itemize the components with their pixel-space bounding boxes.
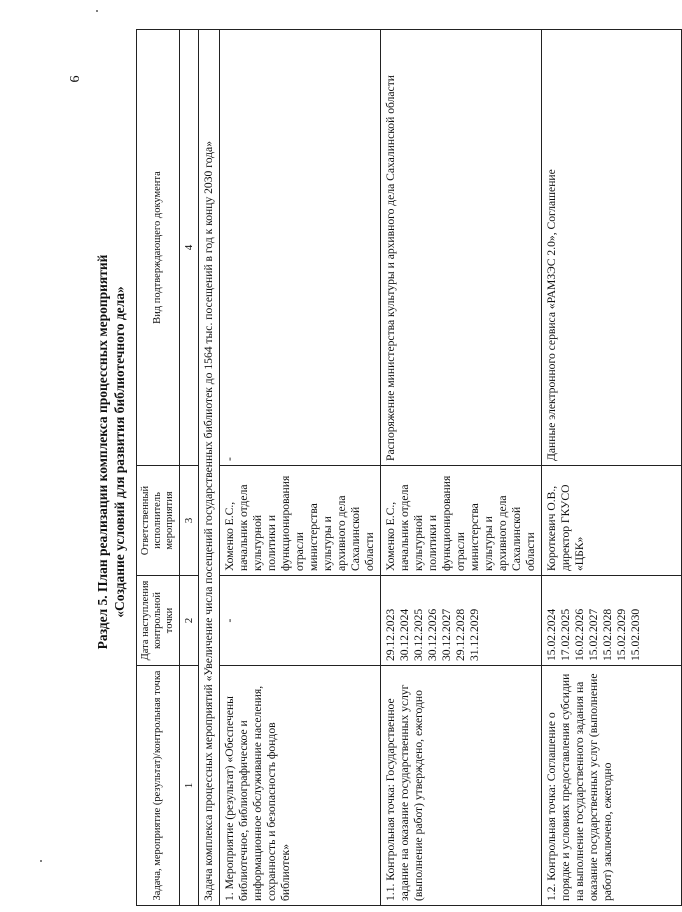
date-value: 30.12.2026	[426, 608, 439, 661]
section-title-line-2: «Создание условий для развития библиотечного дела»	[112, 286, 127, 618]
activity-cell: 1. Мероприятие (результат) «Обеспечены библиотечное, библиографическое и информационное обслуживание населения, сохранность и безопасность фондов библиотек»	[220, 666, 381, 906]
date-cell	[542, 576, 682, 666]
task-statement: Задача комплекса процессных мероприятий «Увеличение числа посещений государственных библиотек до 1564 тыс. посещений в год к концу 2030 года»	[199, 30, 220, 906]
document-cell: -	[220, 30, 381, 466]
task-row	[199, 30, 220, 906]
date-value: 29.12.2023	[384, 608, 397, 661]
date-value: 30.12.2027	[440, 608, 453, 661]
activity-cell: 1.2. Контрольная точка: Соглашение о порядке и условиях предоставления субсидии на выполнение государственного задания на оказание государственных услуг (выполнение работ) заключено, ежегодно	[542, 666, 682, 906]
header-document: Вид подтверждающего документа	[137, 30, 180, 466]
table-row	[381, 30, 542, 906]
executor-cell: Хоменко Е.С., начальник отдела культурной политики и функционирования отрасли министерства культуры и архивного дела Сахалинской области	[220, 466, 381, 576]
date-value: 15.02.2028	[601, 608, 614, 661]
activity-cell: 1.1. Контрольная точка: Государственное задание на оказание государственных услуг (выполнение работ) утверждено, ежегодно	[381, 666, 542, 906]
table-row	[542, 30, 682, 906]
column-number: 2	[180, 576, 199, 666]
header-date: Дата наступления контрольной точки	[137, 576, 180, 666]
scan-speck	[40, 860, 42, 862]
date-value: 15.02.2024	[545, 608, 558, 661]
date-value: 15.02.2030	[629, 608, 642, 661]
date-value: 17.02.2025	[559, 608, 572, 661]
table-row	[220, 30, 381, 906]
header-executor: Ответственный исполнитель мероприятия	[137, 466, 180, 576]
date-cell	[381, 576, 542, 666]
executor-cell: Хоменко Е.С., начальник отдела культурной политики и функционирования отрасли министерства культуры и архивного дела Сахалинской области	[381, 466, 542, 576]
executor-cell: Короткевич О.В., директор ГКУСО «ЦБК»	[542, 466, 682, 576]
implementation-plan-table	[136, 29, 682, 906]
scan-speck	[96, 10, 98, 12]
page-number: 6	[68, 75, 83, 83]
section-title	[94, 172, 128, 732]
date-value: 29.12.2028	[454, 608, 467, 661]
date-cell	[220, 576, 381, 666]
column-number: 3	[180, 466, 199, 576]
date-value: 16.02.2026	[573, 608, 586, 661]
date-value: 15.02.2029	[615, 608, 628, 661]
column-number: 4	[180, 30, 199, 466]
section-title-line-1: Раздел 5. План реализации комплекса процессных мероприятий	[95, 254, 110, 650]
column-number-row	[180, 30, 199, 906]
column-number: 1	[180, 666, 199, 906]
date-value: 30.12.2024	[398, 608, 411, 661]
date-value: 30.12.2025	[412, 608, 425, 661]
header-task: Задача, мероприятие (результат)/контрольная точка	[137, 666, 180, 906]
document-cell: Данные электронного сервиса «РАМЗЭС 2.0», Соглашение	[542, 30, 682, 466]
date-value: 15.02.2027	[587, 608, 600, 661]
document-cell: Распоряжение министерства культуры и архивного дела Сахалинской области	[381, 30, 542, 466]
table-header-row	[137, 30, 180, 906]
date-value: -	[223, 618, 236, 623]
date-value: 31.12.2029	[468, 608, 481, 661]
